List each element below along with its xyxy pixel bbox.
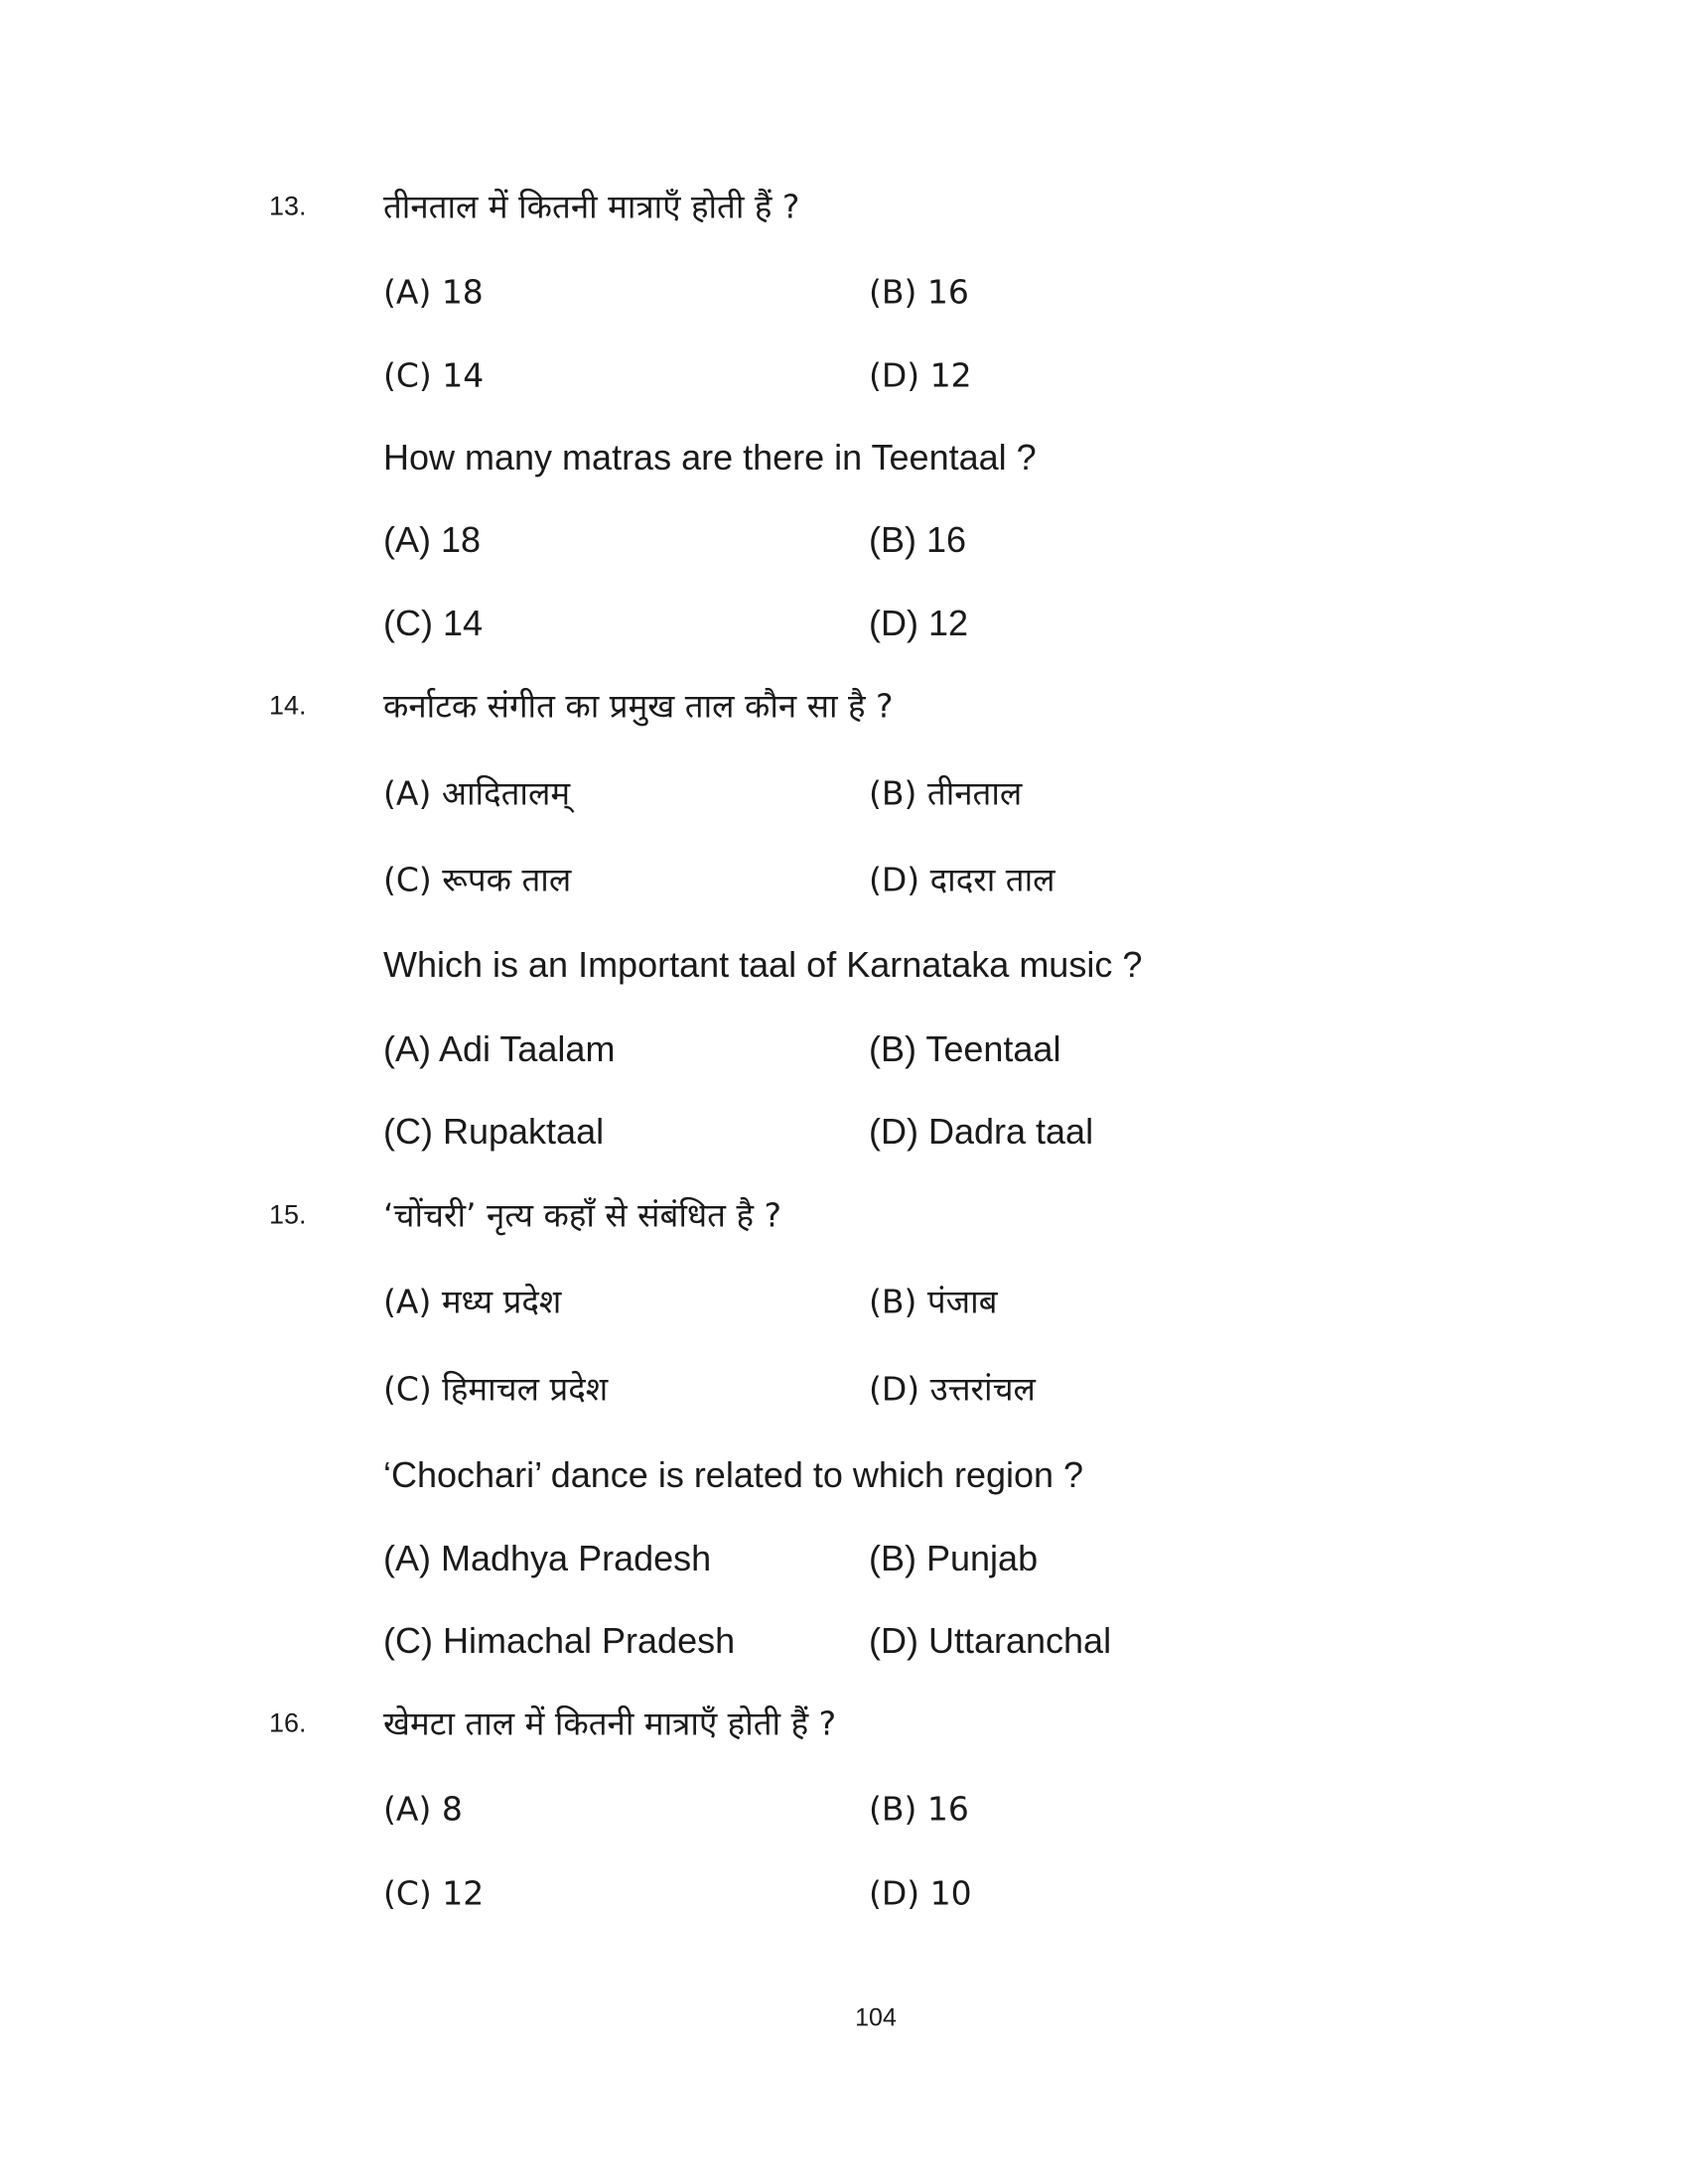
option-a-hindi: (A) मध्य प्रदेश [383,1282,562,1321]
question-number: 16. [269,1707,307,1738]
option-b-hindi: (B) 16 [869,272,969,312]
question-text-hindi: खेमटा ताल में कितनी मात्राएँ होती हैं ? [383,1704,837,1743]
option-d-hindi: (D) उत्तरांचल [869,1369,1036,1409]
option-d-hindi: (D) 10 [869,1873,972,1913]
page-number: 104 [855,2003,897,2032]
question-text-hindi: ‘चोंचरी’ नृत्य कहाँ से संबंधित है ? [383,1195,782,1235]
question-text-hindi: तीनताल में कितनी मात्राएँ होती हैं ? [383,187,800,226]
option-d-hindi: (D) दादरा ताल [869,860,1055,899]
question-number: 14. [269,690,307,721]
option-d-english: (D) Uttaranchal [869,1620,1112,1661]
option-c-hindi: (C) हिमाचल प्रदेश [383,1369,609,1409]
option-b-english: (B) Teentaal [869,1028,1061,1069]
option-c-english: (C) Rupaktaal [383,1111,605,1152]
option-c-english: (C) 14 [383,603,484,643]
question-text-english: How many matras are there in Teentaal ? [383,437,1037,478]
option-d-english: (D) 12 [869,603,969,643]
option-c-english: (C) Himachal Pradesh [383,1620,736,1661]
question-text-english: ‘Chochari’ dance is related to which region ? [383,1454,1084,1495]
option-c-hindi: (C) 12 [383,1873,485,1913]
question-number: 15. [269,1199,307,1230]
option-d-hindi: (D) 12 [869,355,972,395]
question-text-hindi: कर्नाटक संगीत का प्रमुख ताल कौन सा है ? [383,686,894,726]
option-b-hindi: (B) पंजाब [869,1282,998,1321]
option-a-english: (A) 18 [383,519,482,560]
option-a-hindi: (A) 8 [383,1789,463,1829]
option-c-hindi: (C) 14 [383,355,485,395]
option-b-hindi: (B) 16 [869,1789,969,1829]
option-a-hindi: (A) आदितालम् [383,773,571,813]
option-d-english: (D) Dadra taal [869,1111,1094,1152]
option-a-english: (A) Adi Taalam [383,1028,616,1069]
option-a-hindi: (A) 18 [383,272,484,312]
option-b-english: (B) 16 [869,519,967,560]
option-a-english: (A) Madhya Pradesh [383,1538,712,1578]
option-b-hindi: (B) तीनताल [869,773,1023,813]
option-b-english: (B) Punjab [869,1538,1039,1578]
option-c-hindi: (C) रूपक ताल [383,860,572,899]
question-number: 13. [269,191,307,221]
question-text-english: Which is an Important taal of Karnataka music ? [383,944,1143,985]
